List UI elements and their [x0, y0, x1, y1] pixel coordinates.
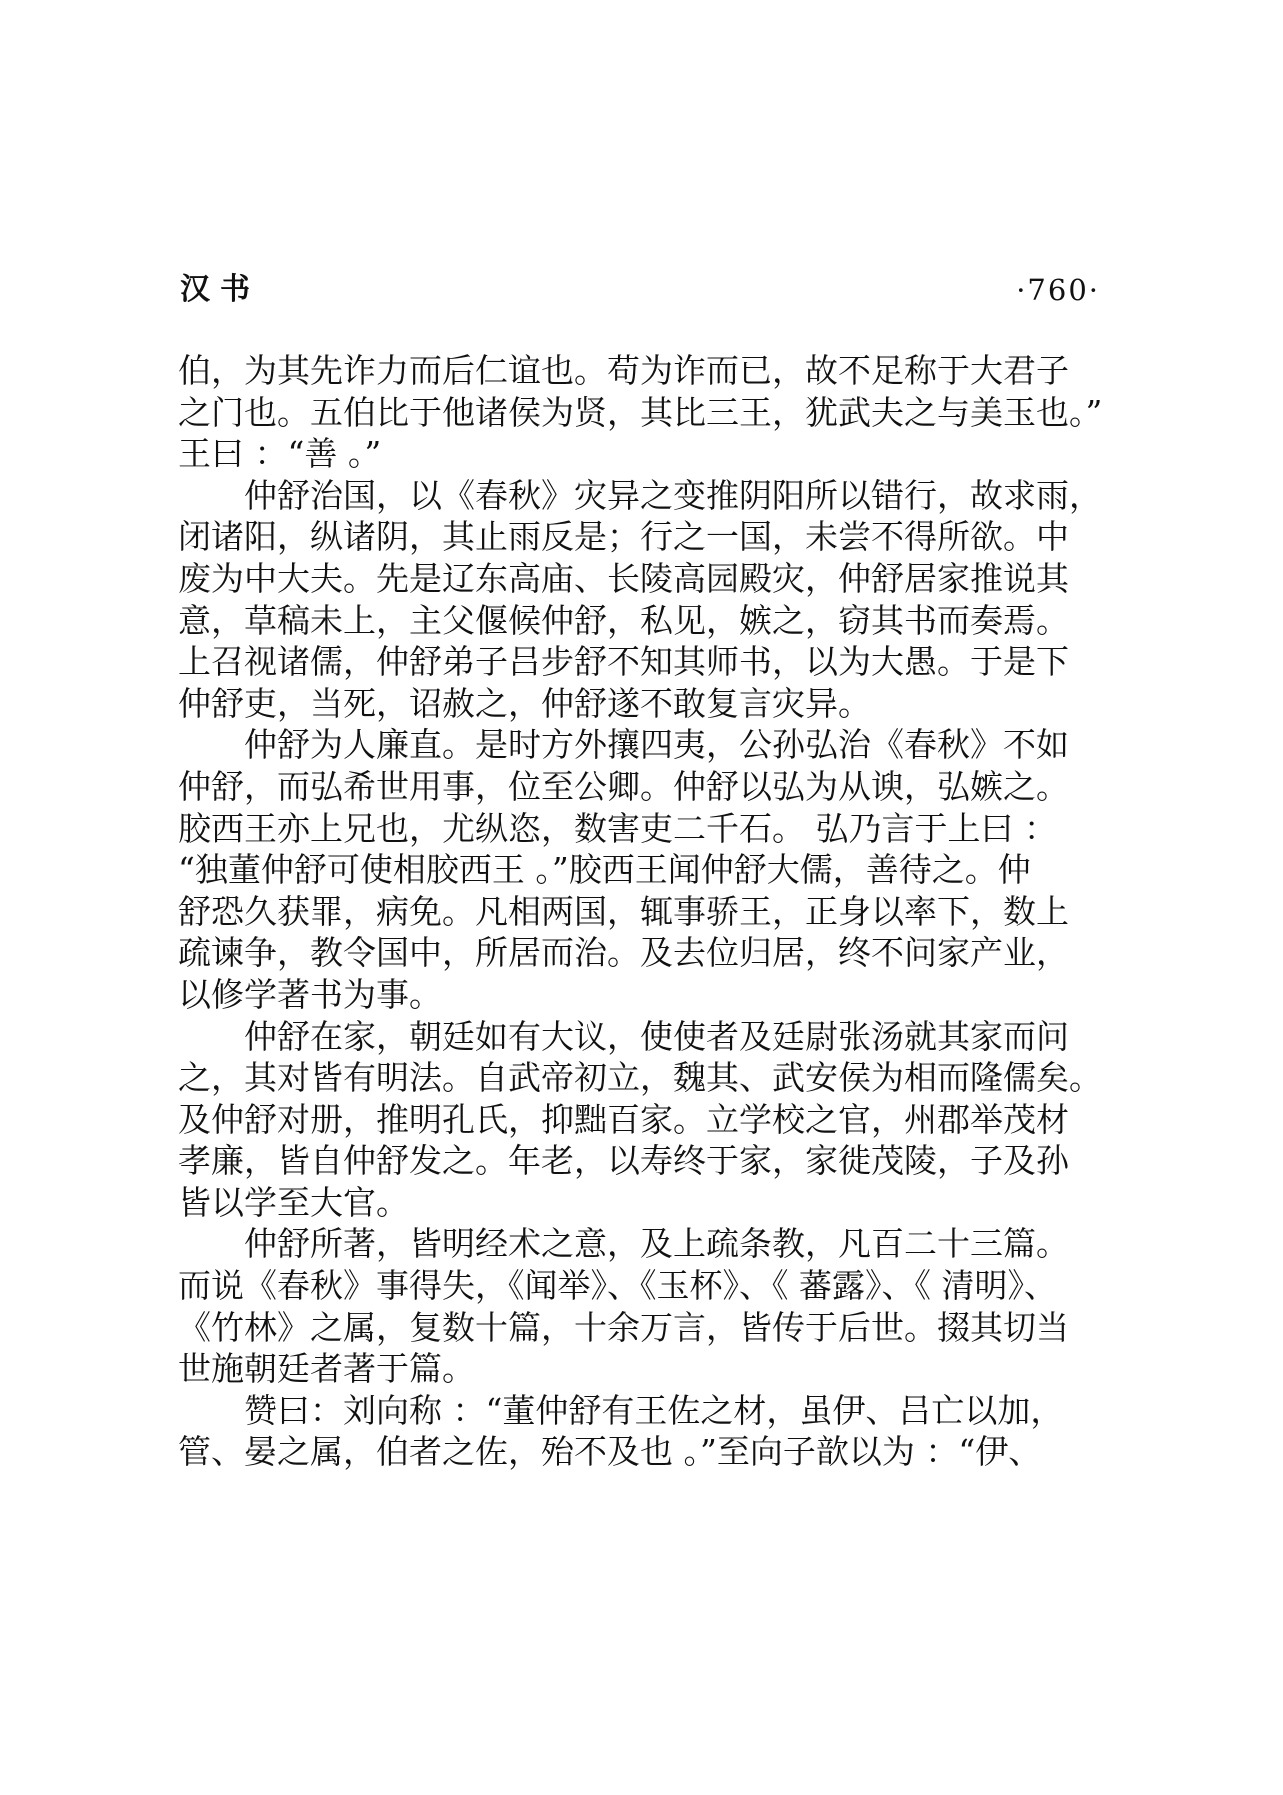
text-line: “独董仲舒可使相胶西王 。”胶西王闻仲舒大儒，善待之。仲	[178, 850, 1031, 890]
text-line: 上召视诸儒，仲舒弟子吕步舒不知其师书，以为大愚。于是下	[178, 642, 1069, 682]
paragraph-first-line: 仲舒在家，朝廷如有大议，使使者及廷尉张汤就其家而问	[244, 1016, 1069, 1056]
text-line: 仲舒吏，当死，诏赦之，仲舒遂不敢复言灾异。	[178, 683, 871, 723]
text-line: 仲舒，而弘希世用事，位至公卿。仲舒以弘为从谀，弘嫉之。	[178, 766, 1069, 806]
text-line: 而说《春秋》事得失，《闻举》、《玉杯》、《 蕃露》、《 清明》、	[178, 1266, 1057, 1306]
paragraph-first-line: 仲舒所著，皆明经术之意，及上疏条教，凡百二十三篇。	[244, 1224, 1069, 1264]
text-line: 皆以学至大官。	[178, 1182, 409, 1222]
text-line: 之门也。五伯比于他诸侯为贤，其比三王，犹武夫之与美玉也。”	[178, 392, 1103, 432]
text-line: 世施朝廷者著于篇。	[178, 1349, 475, 1389]
text-line: 孝廉，皆自仲舒发之。年老，以寿终于家，家徙茂陵，子及孙	[178, 1141, 1069, 1181]
text-line: 伯，为其先诈力而后仁谊也。苟为诈而已，故不足称于大君子	[178, 351, 1069, 390]
paragraph-first-line: 仲舒为人廉直。是时方外攘四夷，公孙弘治《春秋》不如	[244, 725, 1069, 765]
text-line: 废为中大夫。先是辽东高庙、长陵高园殿灾，仲舒居家推说其	[178, 558, 1069, 598]
book-title: 汉书	[180, 272, 260, 307]
text-line: 及仲舒对册，推明孔氏，抑黜百家。立学校之官，州郡举茂材	[178, 1099, 1069, 1139]
paragraph-first-line: 赞曰：刘向称 ：“董仲舒有王佐之材，虽伊、吕亡以加，	[244, 1390, 1064, 1430]
text-line: 闭诸阳，纵诸阴，其止雨反是；行之一国，未尝不得所欲。中	[178, 517, 1069, 557]
text-line: 之，其对皆有明法。自武帝初立，魏其、武安侯为相而隆儒矣。	[178, 1058, 1102, 1098]
text-line: 王曰 ：“善 。”	[178, 434, 382, 474]
body-text	[178, 350, 1110, 1473]
text-line: 胶西王亦上兄也，尤纵恣，数害吏二千石。 弘乃言于上曰 ：	[178, 808, 1057, 848]
page-header	[180, 270, 1100, 320]
text-line: 舒恐久获罪，病免。凡相两国，辄事骄王，正身以率下，数上	[178, 891, 1069, 931]
text-line: 意，草稿未上，主父偃候仲舒，私见，嫉之，窃其书而奏焉。	[178, 600, 1069, 640]
text-line: 《竹林》之属，复数十篇，十余万言，皆传于后世。掇其切当	[178, 1307, 1069, 1347]
paragraph-first-line: 仲舒治国，以《春秋》灾异之变推阴阳所以错行，故求雨，	[244, 475, 1102, 515]
text-line: 疏谏争，教令国中，所居而治。及去位归居，终不问家产业，	[178, 933, 1069, 973]
page-number: ·760·	[1016, 273, 1100, 307]
text-line: 以修学著书为事。	[178, 974, 442, 1014]
text-line: 管、晏之属，伯者之佐，殆不及也 。”至向子歆以为 ：“伊、	[178, 1432, 1042, 1472]
